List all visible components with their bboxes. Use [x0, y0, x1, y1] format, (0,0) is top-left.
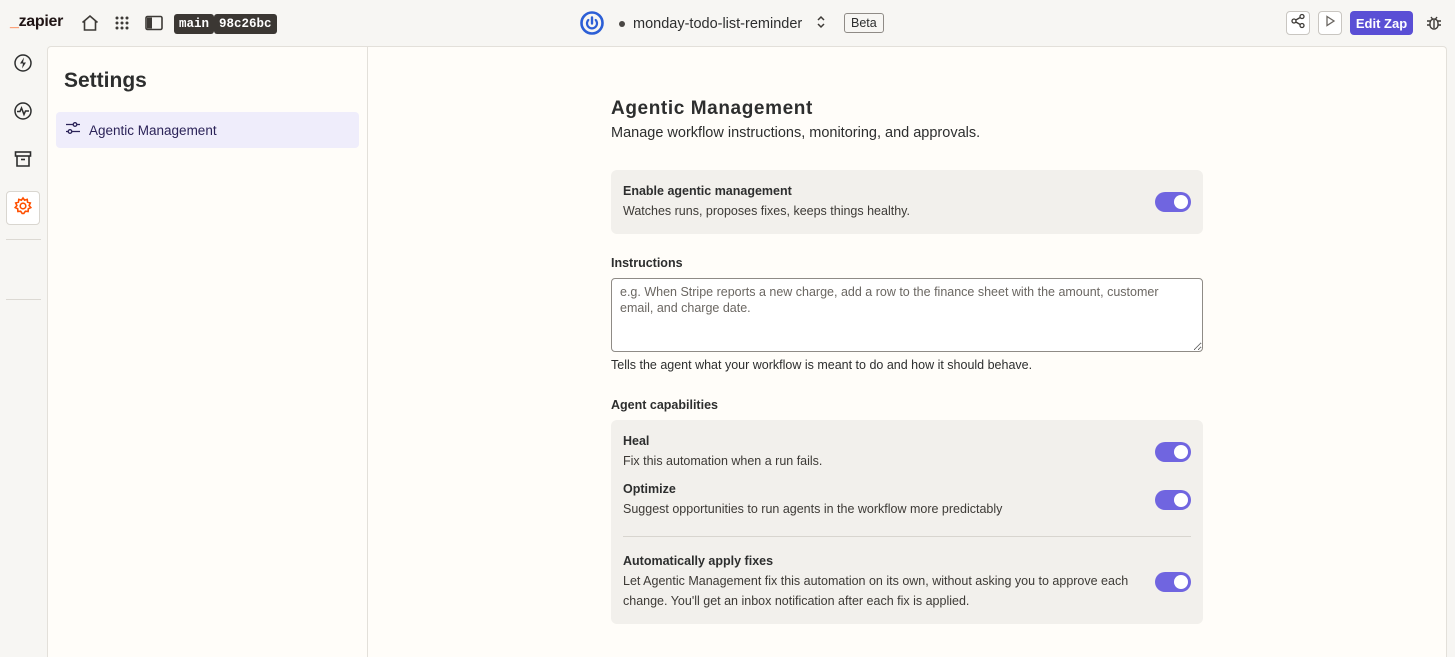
heal-title: Heal — [623, 434, 650, 448]
rail-divider — [6, 299, 41, 300]
share-icon — [1290, 13, 1306, 34]
main-content — [368, 46, 1447, 657]
page-subtitle: Manage workflow instructions, monitoring, and approvals. — [611, 125, 981, 141]
settings-title: Settings — [64, 69, 147, 92]
edit-zap-button[interactable]: Edit Zap — [1350, 11, 1413, 35]
instructions-label: Instructions — [611, 256, 683, 270]
gear-icon — [13, 196, 33, 221]
enable-card — [611, 170, 1203, 234]
capabilities-label: Agent capabilities — [611, 398, 718, 412]
capabilities-divider — [623, 536, 1191, 537]
branch-tag: main — [174, 14, 214, 34]
enable-title: Enable agentic management — [623, 184, 792, 198]
left-rail — [0, 46, 48, 657]
rail-divider — [6, 239, 41, 240]
settings-panel — [47, 46, 368, 657]
status-dot — [619, 21, 625, 27]
archive-box-icon — [13, 149, 33, 174]
auto-apply-description-line2: change. You'll get an inbox notification after each fix is applied. — [623, 594, 970, 608]
auto-apply-description-line1: Let Agentic Management fix this automation on its own, without asking you to approve each — [623, 574, 1129, 588]
page-title: Agentic Management — [611, 98, 813, 119]
heal-description: Fix this automation when a run fails. — [623, 454, 823, 468]
instructions-help: Tells the agent what your workflow is meant to do and how it should behave. — [611, 358, 1033, 372]
optimize-title: Optimize — [623, 482, 676, 496]
apps-grid-icon[interactable] — [111, 12, 133, 34]
rail-archive-button[interactable] — [6, 144, 40, 178]
toggle-knob — [1174, 493, 1188, 507]
settings-nav-agentic-management[interactable] — [56, 112, 359, 148]
settings-nav-label: Agentic Management — [89, 122, 217, 138]
rail-triggers-button[interactable] — [6, 48, 40, 82]
debug-bug-icon[interactable] — [1423, 12, 1445, 34]
home-icon[interactable] — [79, 12, 101, 34]
toggle-knob — [1174, 575, 1188, 589]
optimize-toggle[interactable] — [1155, 490, 1191, 510]
commit-tag: 98c26bc — [214, 14, 277, 34]
instructions-textarea[interactable] — [611, 278, 1203, 352]
play-icon — [1324, 14, 1336, 32]
auto-apply-title: Automatically apply fixes — [623, 554, 774, 568]
capabilities-card — [611, 420, 1203, 624]
beta-badge: Beta — [844, 13, 884, 33]
zap-status-power-icon[interactable] — [580, 11, 604, 35]
rail-settings-button[interactable] — [6, 191, 40, 225]
enable-agentic-toggle[interactable] — [1155, 192, 1191, 212]
zap-name-label: monday-todo-list-reminder — [633, 16, 803, 32]
optimize-description: Suggest opportunities to run agents in the workflow more predictably — [623, 502, 1003, 516]
zapier-logo[interactable]: _zapier — [10, 13, 64, 30]
sidebar-toggle-icon[interactable] — [143, 12, 165, 34]
zap-name-dropdown[interactable] — [619, 14, 826, 34]
auto-apply-toggle[interactable] — [1155, 572, 1191, 592]
rail-activity-button[interactable] — [6, 96, 40, 130]
top-bar — [0, 0, 1455, 46]
toggle-knob — [1174, 195, 1188, 209]
share-button[interactable] — [1286, 11, 1310, 35]
sliders-icon — [65, 121, 81, 140]
toggle-knob — [1174, 445, 1188, 459]
chevron-updown-icon — [816, 15, 826, 33]
activity-pulse-icon — [13, 101, 33, 126]
test-run-button[interactable] — [1318, 11, 1342, 35]
lightning-icon — [13, 53, 33, 78]
enable-description: Watches runs, proposes fixes, keeps things healthy. — [623, 204, 910, 218]
heal-toggle[interactable] — [1155, 442, 1191, 462]
